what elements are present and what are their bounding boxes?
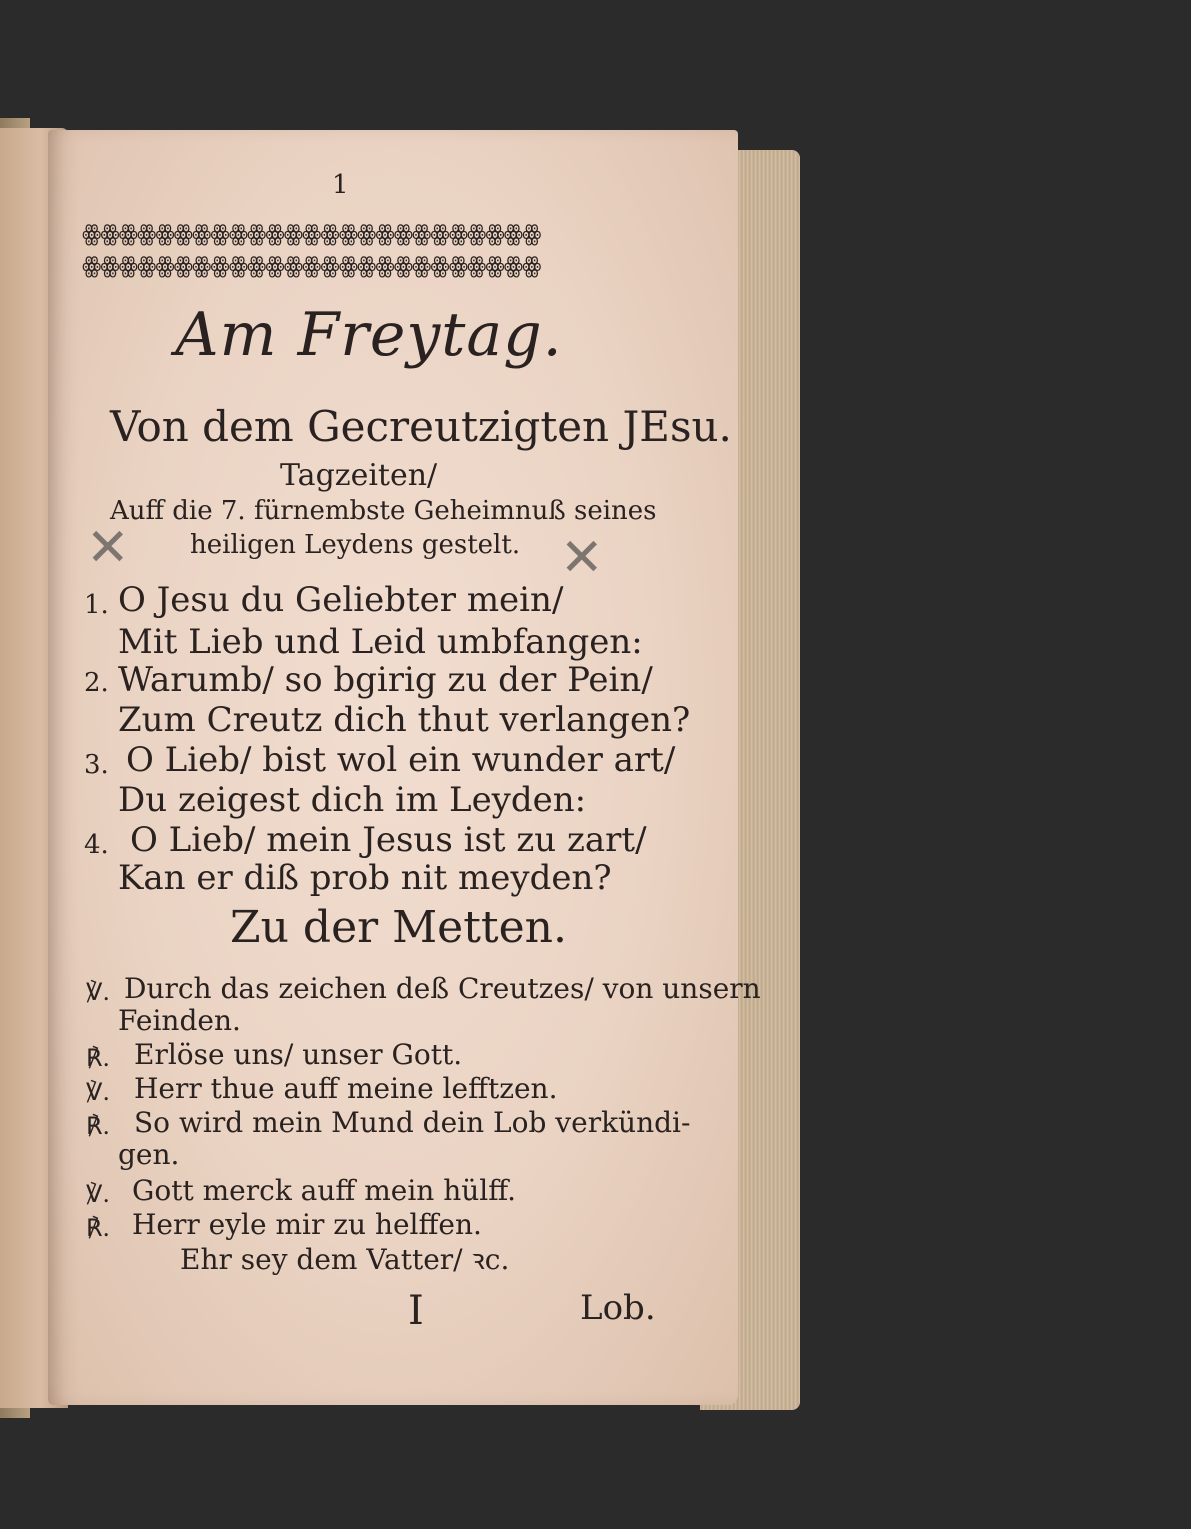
response-symbol: ℟. [86,1044,111,1072]
signature-mark: I [408,1288,424,1334]
versicle-symbol: ℣. [86,1180,111,1208]
verse-line: O Jesu du Geliebter mein/ [118,580,564,620]
verse-line: Kan er diß prob nit meyden? [118,858,612,898]
verse-line: Warumb/ so bgirig zu der Pein/ [118,660,653,700]
page-number: 1 [332,170,349,200]
verse-number: 2. [84,668,109,698]
pencil-mark-left: ✕ [86,518,130,578]
ornament-band-bottom: ꙮꙮꙮꙮꙮꙮꙮꙮꙮꙮꙮꙮꙮꙮꙮꙮꙮꙮꙮꙮꙮꙮꙮꙮꙮ [82,254,541,279]
verse-line: Du zeigest dich im Leyden: [118,780,587,820]
subtitle-line-3: Auff die 7. fürnembste Geheimnuß seines [110,496,657,526]
subtitle-line-4: heiligen Leydens gestelt. [190,530,521,560]
response-line: Feinden. [118,1004,241,1037]
ornament-band-top: ꙮꙮꙮꙮꙮꙮꙮꙮꙮꙮꙮꙮꙮꙮꙮꙮꙮꙮꙮꙮꙮꙮꙮꙮꙮ [82,222,541,247]
pencil-mark-right: ✕ [560,528,604,588]
response-line: Durch das zeichen deß Creutzes/ von unsern [124,972,761,1005]
response-line: Herr thue auff meine lefftzen. [134,1072,558,1105]
response-line: Gott merck auff mein hülff. [132,1174,517,1207]
versicle-symbol: ℣. [86,1078,111,1106]
verse-number: 3. [84,750,109,780]
catchword: Lob. [580,1288,656,1328]
response-symbol: ℟. [86,1112,111,1140]
verse-line: Mit Lieb und Leid umbfangen: [118,622,643,662]
verse-number: 1. [84,590,109,620]
verse-line: O Lieb/ mein Jesus ist zu zart/ [130,820,647,860]
verse-line: Zum Creutz dich thut verlangen? [118,700,691,740]
response-line: Erlöse uns/ unser Gott. [134,1038,463,1071]
verse-number: 4. [84,830,109,860]
response-symbol: ℟. [86,1214,111,1242]
page-subtitle: Von dem Gecreutzigten JEsu. [110,402,732,451]
page-title: Am Freytag. [175,300,563,370]
verse-line: O Lieb/ bist wol ein wunder art/ [126,740,676,780]
response-line: gen. [118,1138,180,1171]
subtitle-line-2: Tagzeiten/ [280,458,438,493]
versicle-symbol: ℣. [86,978,111,1006]
response-line: Ehr sey dem Vatter/ ꝛc. [180,1243,510,1276]
response-line: Herr eyle mir zu helffen. [132,1208,482,1241]
section-heading: Zu der Metten. [230,902,567,953]
response-line: So wird mein Mund dein Lob verkündi- [134,1106,691,1139]
